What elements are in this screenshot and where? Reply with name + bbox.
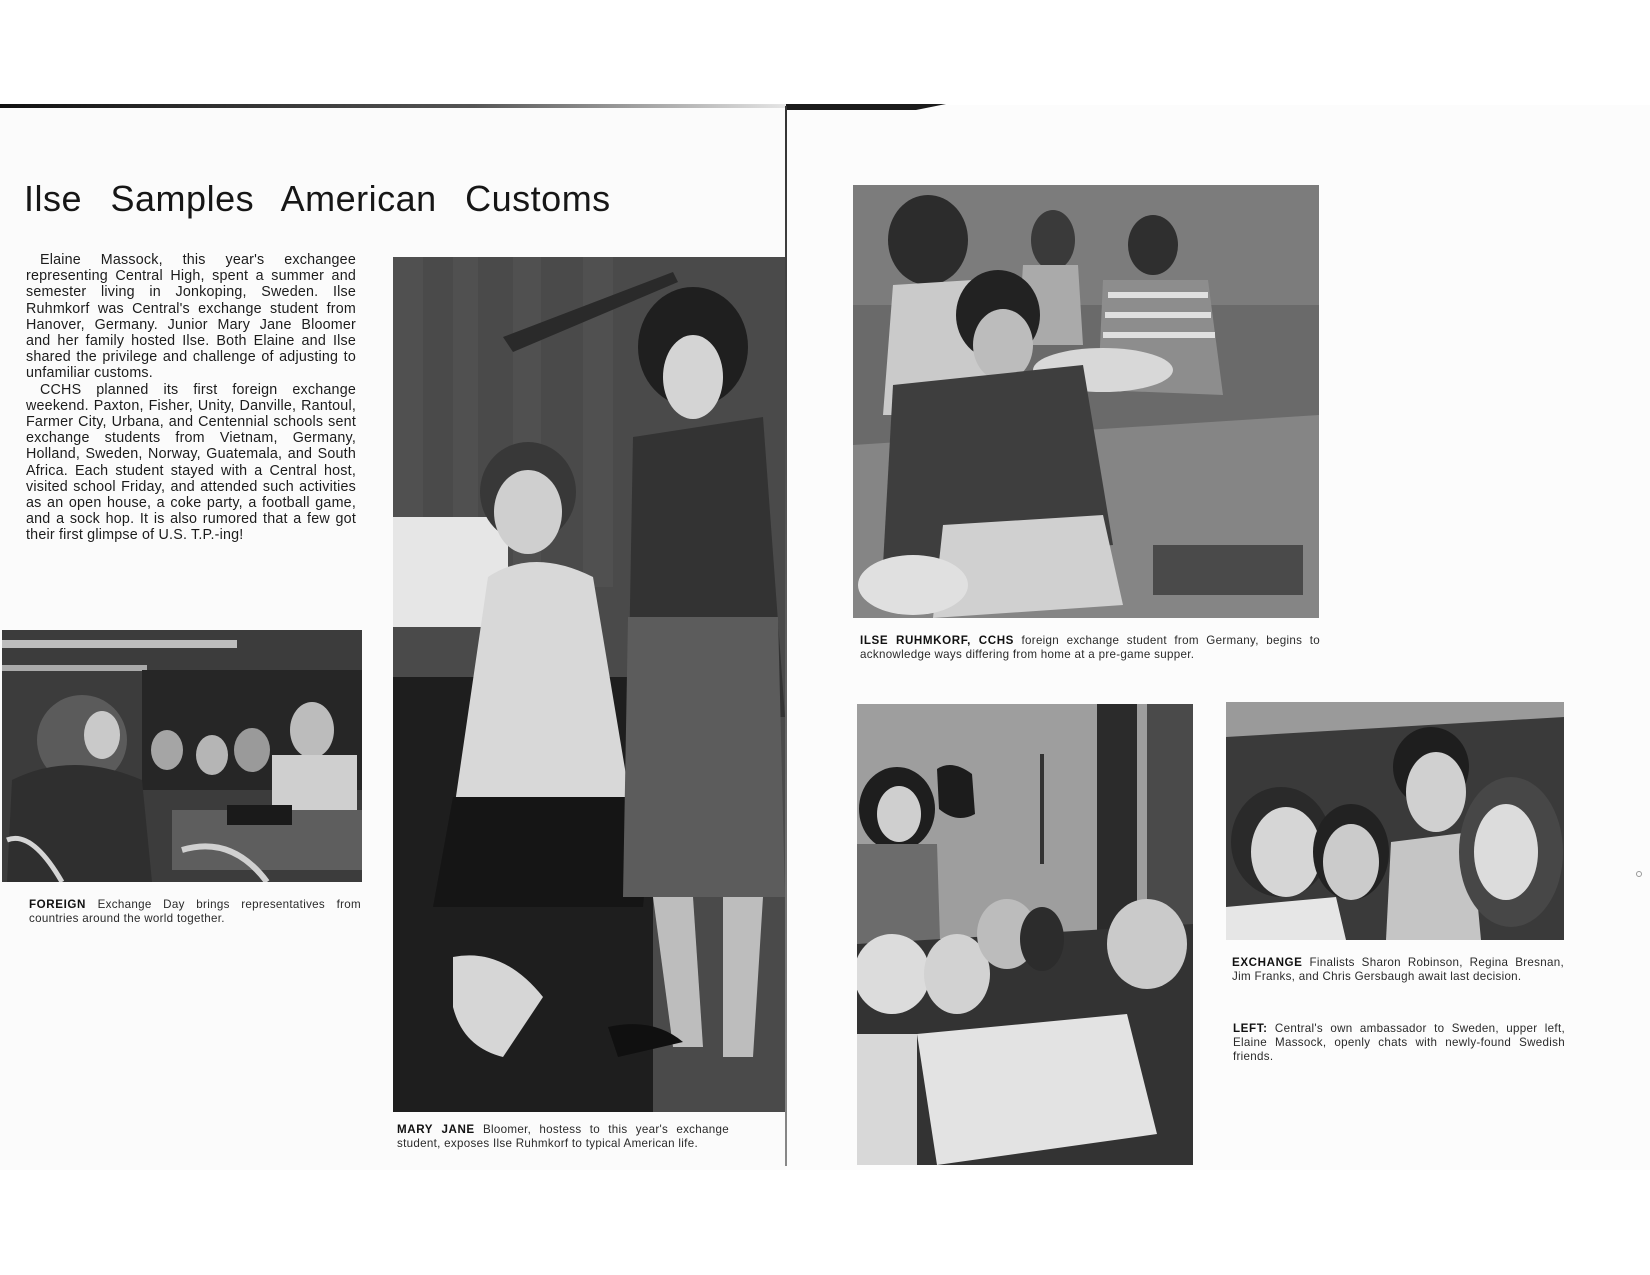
caption-lead: FOREIGN (29, 898, 87, 911)
caption-foreign-exchange-day (29, 898, 361, 926)
caption-ilse-ruhmkorf (860, 634, 1320, 662)
article-body (26, 252, 356, 544)
page-top-edge-right (786, 104, 946, 110)
article-paragraph: Elaine Massock, this year's exchangee representing Central High, spent a summer and semester living in Jonkoping, Sweden. Ilse Ruhmkorf was Central's exchange student from Hanover, Germany. Junior Mary Jane Bloomer and her family hosted Ilse. Both Elaine and Ilse shared the privilege and challenge of adjusting to unfamiliar customs. (26, 252, 356, 382)
caption-lead: LEFT: (1233, 1022, 1268, 1035)
article-paragraph: CCHS planned its first foreign exchange weekend. Paxton, Fisher, Unity, Danville, Rantoul, Farmer City, Urbana, and Centennial schools sent exchange students from Vietnam, Germany, Holland, Sweden, Norway, Guatemala, and South Africa. Each student stayed with a Central host, visited school Friday, and attended such activities as an open house, a coke party, a football game, and a sock hop. It is also rumored that a few got their first glimpse of U.S. T.P.-ing! (26, 381, 356, 544)
caption-text: foreign exchange student from Germany, begins to acknowledge ways differing from home at a pre-game supper. (860, 634, 1320, 661)
photo-swedish-friends (857, 704, 1193, 1165)
caption-text: Central's own ambassador to Sweden, upper left, Elaine Massock, openly chats with newly-found Swedish friends. (1233, 1022, 1565, 1063)
caption-text: Finalists Sharon Robinson, Regina Bresnan, Jim Franks, and Chris Gersbaugh await last decision. (1232, 956, 1564, 983)
photo-ilse-pregame-supper (853, 185, 1319, 618)
photo-exchange-day (2, 630, 362, 882)
book-gutter (785, 106, 787, 1166)
caption-mary-jane (397, 1123, 729, 1151)
page-title: Ilse Samples American Customs (24, 178, 611, 219)
page-top-edge (0, 104, 790, 108)
scan-artifact (1636, 871, 1642, 877)
caption-lead: EXCHANGE (1232, 956, 1303, 969)
caption-lead: MARY JANE (397, 1123, 475, 1136)
caption-left-ambassador (1233, 1022, 1565, 1064)
caption-lead: ILSE RUHMKORF, CCHS (860, 634, 1014, 647)
caption-text: Bloomer, hostess to this year's exchange student, exposes Ilse Ruhmkorf to typical American life. (397, 1123, 730, 1150)
photo-exchange-finalists (1226, 702, 1564, 940)
photo-mary-jane-piano (393, 257, 785, 1112)
caption-text: Exchange Day brings representatives from countries around the world together. (29, 898, 361, 925)
caption-exchange-finalists (1232, 956, 1564, 984)
